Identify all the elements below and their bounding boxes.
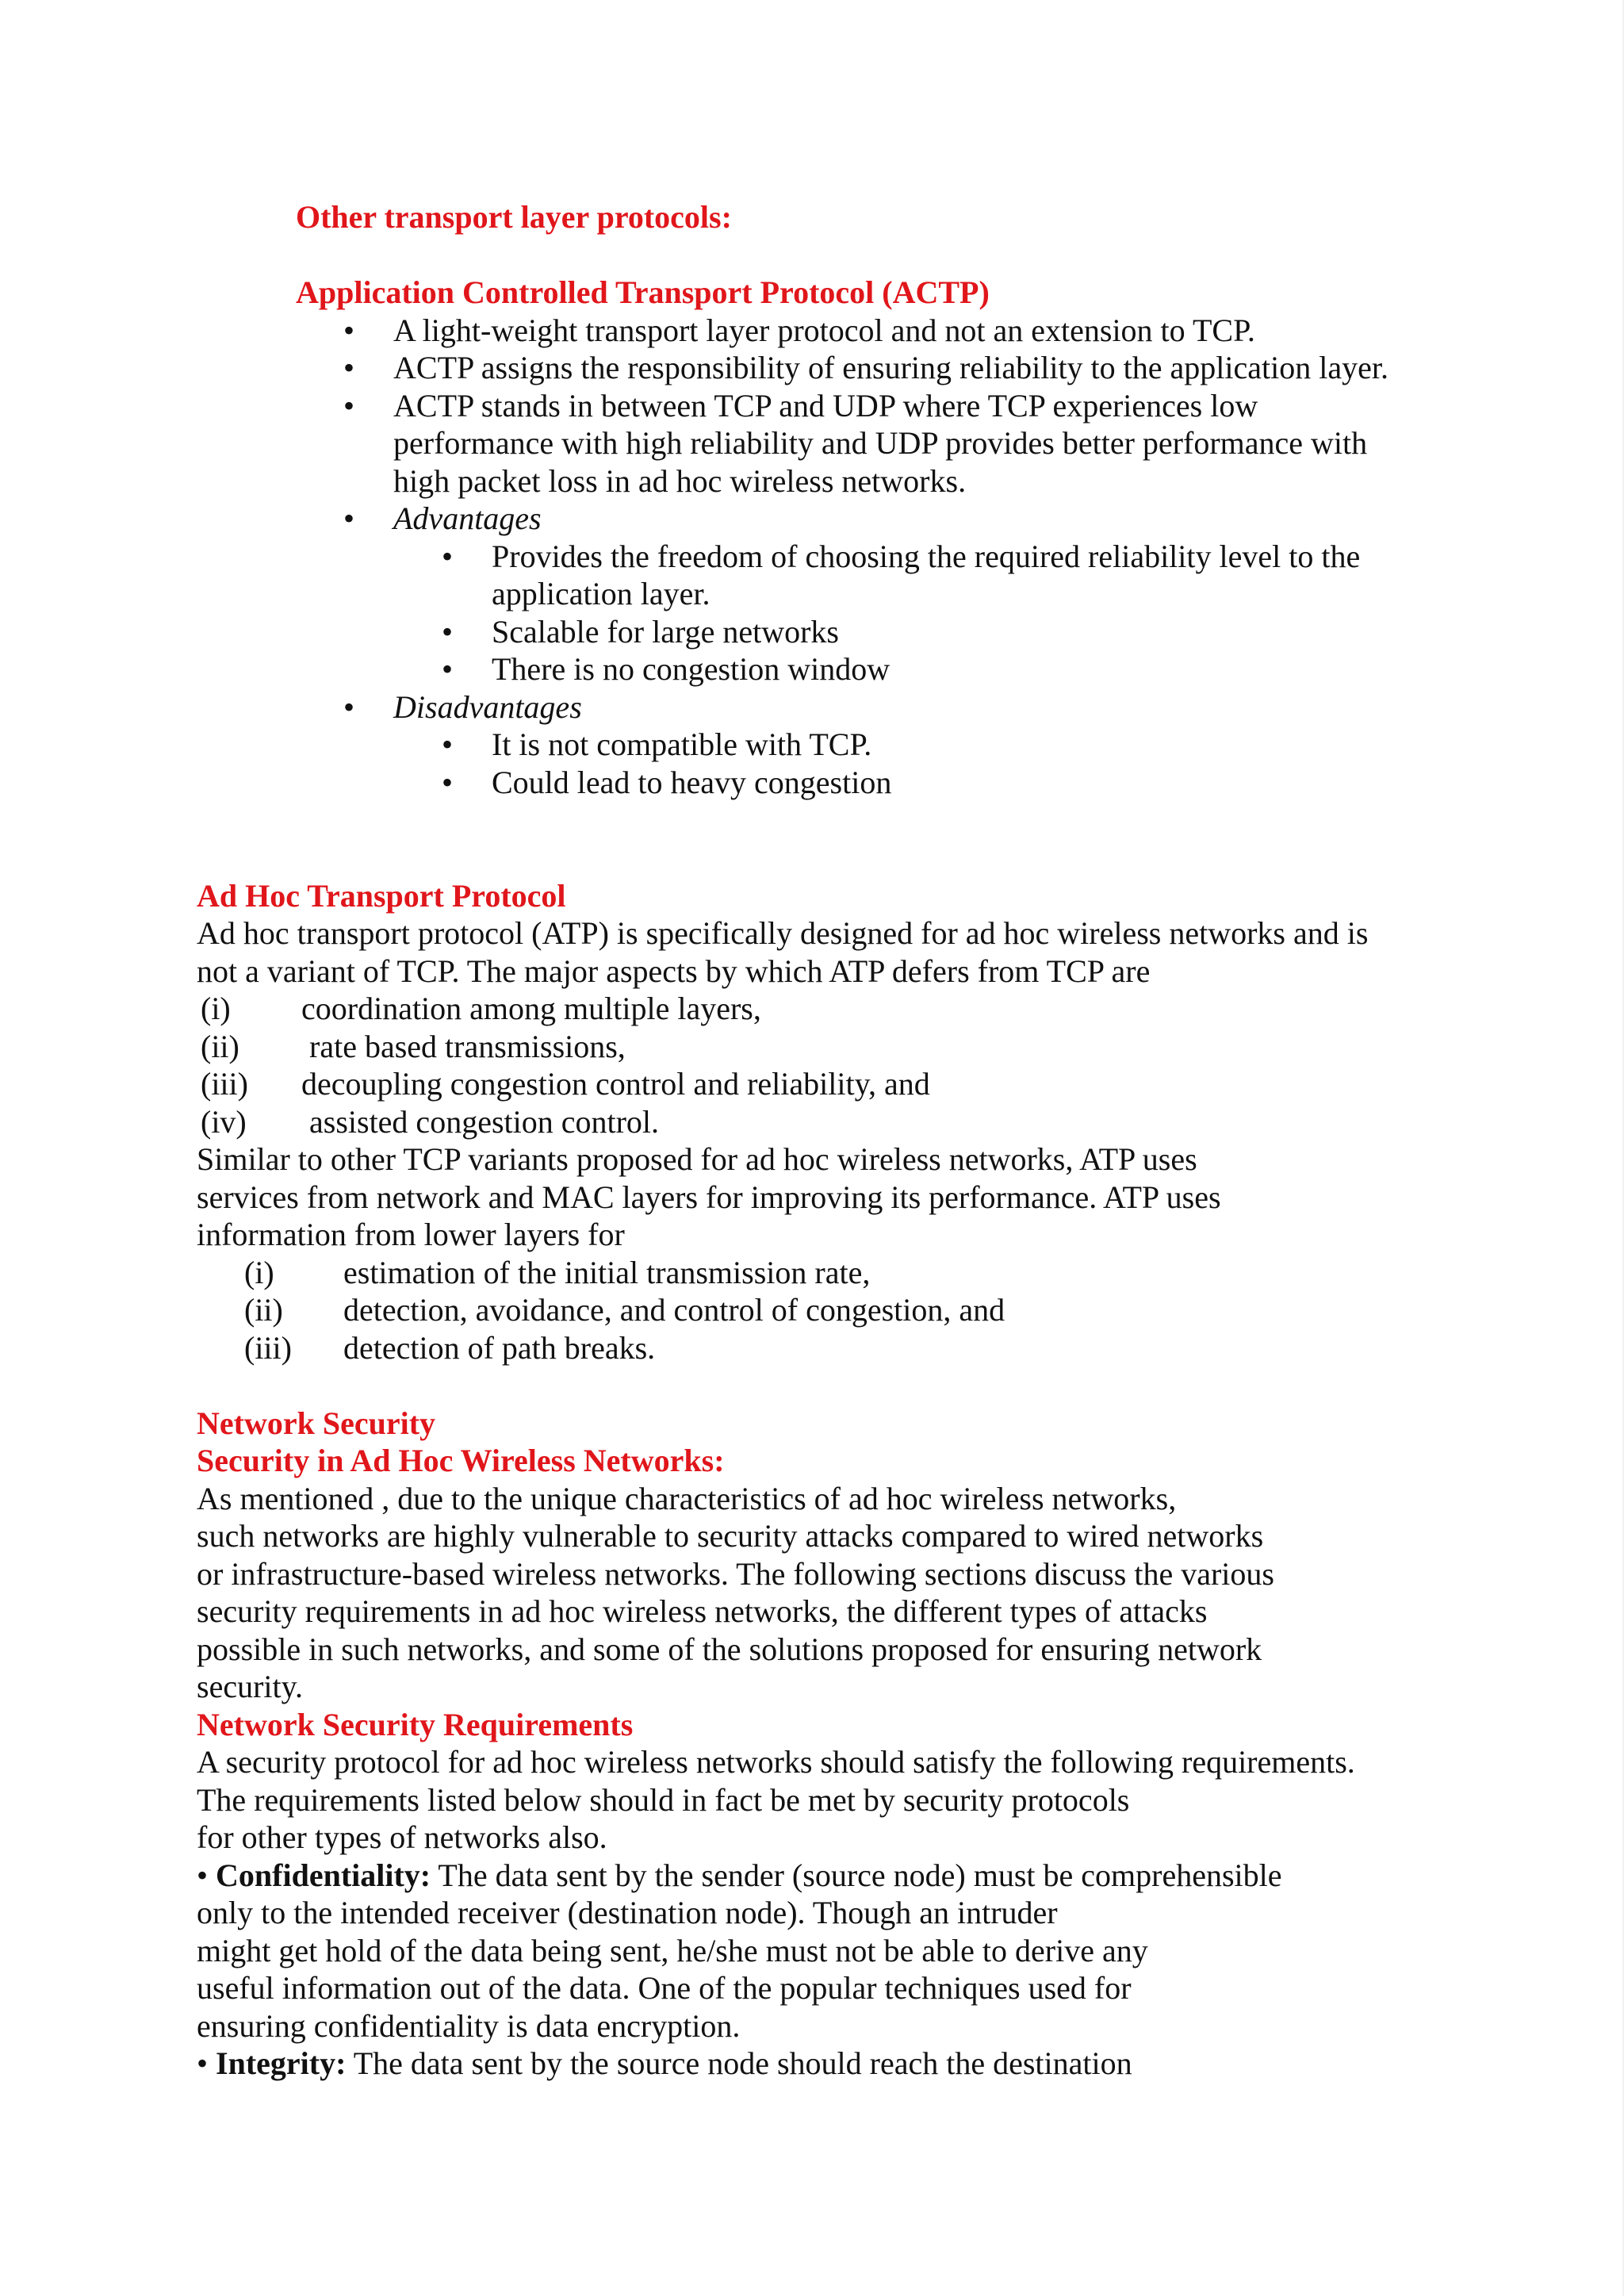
security-para-line: As mentioned , due to the unique characteristics of ad hoc wireless networks, <box>197 1481 1177 1516</box>
actp-bullet-2: ACTP assigns the responsibility of ensuring reliability to the application layer. <box>393 350 1388 385</box>
actp-title: Application Controlled Transport Protocol (ACTP) <box>296 274 990 310</box>
confidentiality-text: might get hold of the data being sent, he/she must not be able to derive any <box>197 1933 1148 1968</box>
confidentiality-text: useful information out of the data. One of the popular techniques used for <box>197 1970 1132 2006</box>
aspect-text: decoupling congestion control and reliability, and <box>301 1066 930 1102</box>
aspect-number: (iv) <box>201 1104 247 1140</box>
confidentiality-label: Confidentiality: <box>216 1857 431 1893</box>
confidentiality-text: The data sent by the sender (source node) must be comprehensible <box>438 1857 1282 1893</box>
use-text: estimation of the initial transmission rate, <box>343 1255 871 1290</box>
bullet-dot: • <box>442 614 454 650</box>
bullet-dot: • <box>343 350 355 385</box>
requirements-para-line: The requirements listed below should in fact be met by security protocols <box>197 1782 1130 1818</box>
security-para-line: or infrastructure-based wireless networks. The following sections discuss the various <box>197 1556 1274 1592</box>
section-title: Other transport layer protocols: <box>296 199 732 235</box>
security-para-line: security requirements in ad hoc wireless networks, the different types of attacks <box>197 1593 1208 1629</box>
advantage-1-cont: application layer. <box>492 576 710 611</box>
security-title: Network Security <box>197 1405 436 1441</box>
integrity-label: Integrity: <box>216 2045 347 2081</box>
bullet-dot: • <box>343 689 355 725</box>
actp-bullet-3-cont: performance with high reliability and UDP provides better performance with <box>393 425 1368 461</box>
confidentiality-text: only to the intended receiver (destination node). Though an intruder <box>197 1895 1058 1930</box>
bullet-dot: • <box>442 539 454 574</box>
requirements-para-line: A security protocol for ad hoc wireless networks should satisfy the following requirements. <box>197 1744 1355 1780</box>
actp-bullet-3: ACTP stands in between TCP and UDP where TCP experiences low <box>393 388 1258 424</box>
confidentiality-line <box>197 1857 1282 1895</box>
use-text: detection of path breaks. <box>343 1330 656 1366</box>
atp-intro-line: not a variant of TCP. The major aspects by which ATP defers from TCP are <box>197 953 1151 989</box>
use-number: (iii) <box>244 1330 292 1366</box>
bullet-dot: • <box>442 726 454 762</box>
security-subtitle: Security in Ad Hoc Wireless Networks: <box>197 1443 725 1478</box>
bullet-dot: • <box>442 651 454 687</box>
atp-services-line: services from network and MAC layers for improving its performance. ATP uses <box>197 1179 1221 1215</box>
use-number: (ii) <box>244 1292 283 1328</box>
actp-bullet-3-cont: high packet loss in ad hoc wireless networks. <box>393 463 967 499</box>
bullet-dot: • <box>442 765 454 800</box>
disadvantages-label: Disadvantages <box>393 689 582 725</box>
aspect-number: (ii) <box>201 1029 239 1064</box>
advantage-2: Scalable for large networks <box>492 614 839 650</box>
bullet-dot: • <box>197 1857 209 1893</box>
integrity-line <box>197 2045 1132 2083</box>
actp-bullet-1: A light-weight transport layer protocol and not an extension to TCP. <box>393 312 1255 348</box>
aspect-number: (iii) <box>201 1066 248 1102</box>
aspect-text: assisted congestion control. <box>309 1104 660 1140</box>
requirements-title: Network Security Requirements <box>197 1707 634 1742</box>
use-number: (i) <box>244 1255 274 1290</box>
aspect-text: coordination among multiple layers, <box>301 991 761 1026</box>
confidentiality-text: ensuring confidentiality is data encryption. <box>197 2008 741 2044</box>
use-text: detection, avoidance, and control of congestion, and <box>343 1292 1005 1328</box>
requirements-para-line: for other types of networks also. <box>197 1819 607 1855</box>
atp-services-line: Similar to other TCP variants proposed for ad hoc wireless networks, ATP uses <box>197 1141 1197 1177</box>
security-para-line: security. <box>197 1669 304 1704</box>
bullet-dot: • <box>343 312 355 348</box>
atp-services-line: information from lower layers for <box>197 1217 625 1252</box>
atp-title: Ad Hoc Transport Protocol <box>197 878 566 914</box>
integrity-text: The data sent by the source node should reach the destination <box>353 2045 1132 2081</box>
disadvantage-1: It is not compatible with TCP. <box>492 726 872 762</box>
atp-intro-line: Ad hoc transport protocol (ATP) is specifically designed for ad hoc wireless networks and is <box>197 915 1369 951</box>
security-para-line: possible in such networks, and some of the solutions proposed for ensuring network <box>197 1631 1262 1667</box>
security-para-line: such networks are highly vulnerable to security attacks compared to wired networks <box>197 1518 1264 1554</box>
aspect-text: rate based transmissions, <box>309 1029 626 1064</box>
advantage-3: There is no congestion window <box>492 651 891 687</box>
disadvantage-2: Could lead to heavy congestion <box>492 765 892 800</box>
bullet-dot: • <box>343 388 355 424</box>
advantages-label: Advantages <box>393 500 542 536</box>
aspect-number: (i) <box>201 991 231 1026</box>
bullet-dot: • <box>343 500 355 536</box>
advantage-1: Provides the freedom of choosing the required reliability level to the <box>492 539 1361 574</box>
bullet-dot: • <box>197 2045 209 2081</box>
